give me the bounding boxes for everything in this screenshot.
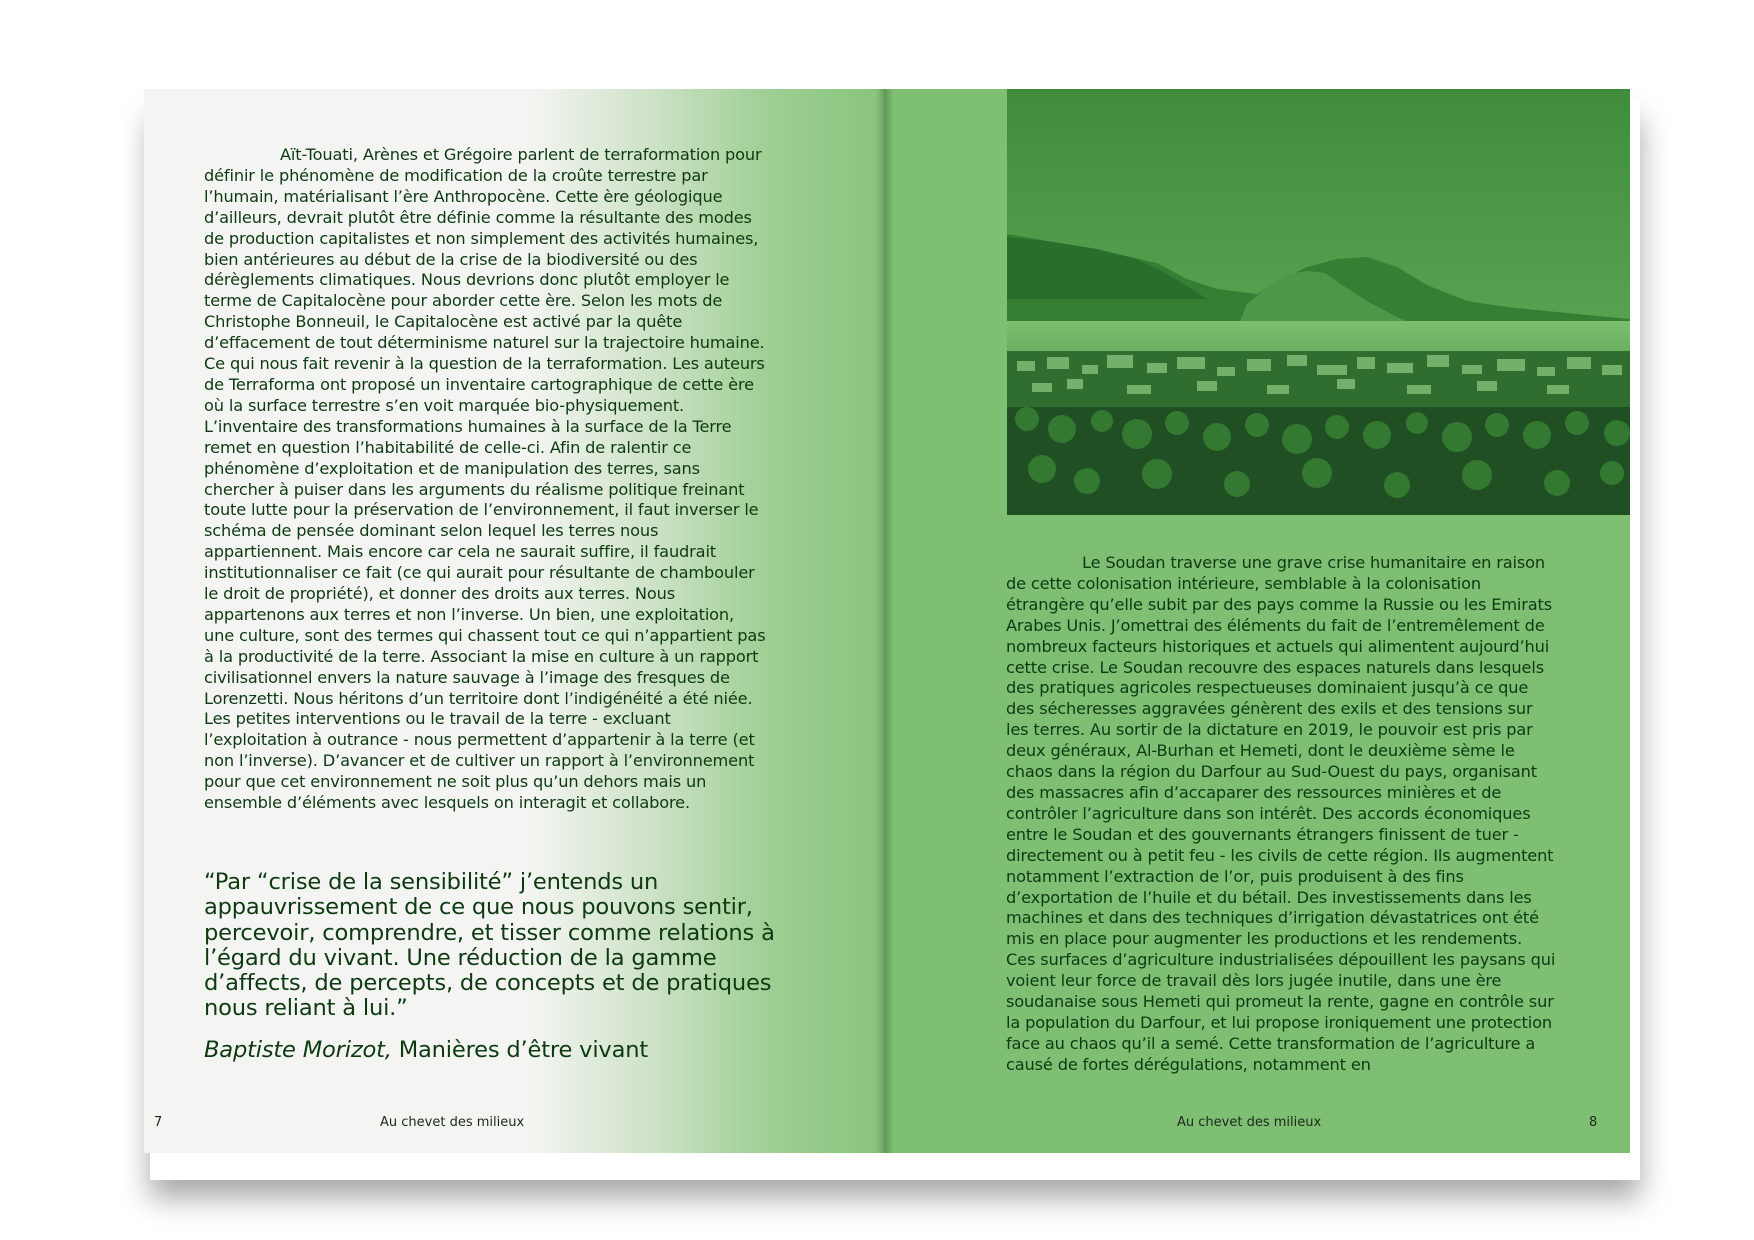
page-number-left: 7 [154, 1115, 163, 1130]
quote-work: Manières d’être vivant [398, 1037, 649, 1063]
left-body-paragraph: Aït-Touati, Arènes et Grégoire parlent de terraformation pour définir le phénomène de modification de la croûte terrestre par l’humain, matérialisant l’ère Anthropocène. Cette ère géologique d’ailleurs, devrait plutôt être définie comme la résultante des modes de production capitalistes et non simplement des activités humaines, bien antérieures au début de la crise de la biodiversité ou des dérèglements climatiques. Nous devrions donc plutôt employer le terme de Capitalocène pour aborder cette ère. Selon les mots de Christophe Bonneuil, le Capitalocène est activé par la quête d’effacement de tout déterminisme naturel sur la trajectoire humaine. Ce qui nous fait revenir à la question de la terraformation. Les auteurs de Terraforma ont proposé un inventaire cartographique de cette ère où la surface terrestre s’en voit marquée bio-physiquement. L’inventaire des transformations humaines à la surface de la Terre remet en question l’habitabilité de celle-ci. Afin de ralentir ce phénomène d’exploitation et de manipulation des terres, sans chercher à puiser dans les arguments du réalisme politique freinant toute lutte pour la préservation de l’environnement, il faut inverser le schéma de pensée dominant selon lequel les terres nous appartiennent. Mais encore car cela ne saurait suffire, il faudrait institutionnaliser ce fait (ce qui aurait pour résultante de chambouler le droit de propriété), et donner des droits aux terres. Nous appartenons aux terres et non l’inverse. Un bien, une exploitation, une culture, sont des termes qui chassent tout ce qui n’appartient pas à la productivité de la terre. Associant la mise en culture à un rapport civilisationnel envers la nature sauvage à l’image des fresques de Lorenzetti. Nous héritons d’un territoire dont l’indigénéité a été niée. Les petites interventions ou le travail de la terre - excluant l’exploitation à outrance - nous permettent d’appartenir à la terre (et non l’inverse). D’avancer et de cultiver un rapport à l’environnement pour que cet environnement ne soit plus qu’un dehors mais un ensemble d’éléments avec lesquels on interagit et collabore. [204, 145, 766, 813]
book-gutter [876, 89, 894, 1153]
running-head-right: Au chevet des milieux [1177, 1115, 1322, 1130]
quote-author: Baptiste Morizot, [204, 1037, 392, 1063]
left-body-text [204, 145, 769, 814]
landscape-photo [1007, 89, 1630, 515]
right-page [884, 89, 1630, 1153]
quote-attribution [204, 1037, 804, 1063]
right-body-paragraph: Le Soudan traverse une grave crise humanitaire en raison de cette colonisation intérieure, semblable à la colonisation étrangère qu’elle subit par des pays comme la Russie ou les Emirats Arabes Unis. J’omettrai des éléments du fait de l’entremêlement de nombreux facteurs historiques et actuels qui alimentent aujourd’hui cette crise. Le Soudan recouvre des espaces naturels dans lesquels des pratiques agricoles respectueuses dominaient jusqu’à ce que des sécheresses aggravées génèrent des exils et des tensions sur les terres. Au sortir de la dictature en 2019, le pouvoir est pris par deux généraux, Al-Burhan et Hemeti, dont le deuxième sème le chaos dans la région du Darfour au Sud-Ouest du pays, organisant des massacres afin d’accaparer des ressources minières et de contrôler l’agriculture dans son intérêt. Des accords économiques entre le Soudan et des gouvernants étrangers finissent de tuer - directement ou à petit feu - les civils de cette région. Ils augmentent notamment l’extraction de l’or, puis produisent à des fins d’exportation de l’huile et du bétail. Des investissements dans les machines et dans des techniques d’irrigation dévastatrices ont été mis en place pour augmenter les productions et les rendements. Ces surfaces d’agriculture industrialisées dépouillent les paysans qui voient leur force de travail dès lors jugée inutile, dans une ère soudanaise sous Hemeti qui promeut la rente, gagne en contrôle sur la population du Darfour, et lui propose ironiquement une protection face au chaos qu’il a semé. Cette transformation de l’agriculture a causé de fortes dérégulations, notamment en [1006, 553, 1556, 1074]
page-number-right: 8 [1589, 1115, 1598, 1130]
right-body-text [1006, 553, 1556, 1076]
left-page [144, 89, 884, 1153]
pull-quote: “Par “crise de la sensibilité” j’entends un appauvrissement de ce que nous pouvons sentir, percevoir, comprendre, et tisser comme relations à l’égard du vivant. Une réduction de la gamme d’affects, de percepts, de concepts et de pratiques nous reliant à lui.” [204, 869, 775, 1022]
running-head-left: Au chevet des milieux [380, 1115, 525, 1130]
